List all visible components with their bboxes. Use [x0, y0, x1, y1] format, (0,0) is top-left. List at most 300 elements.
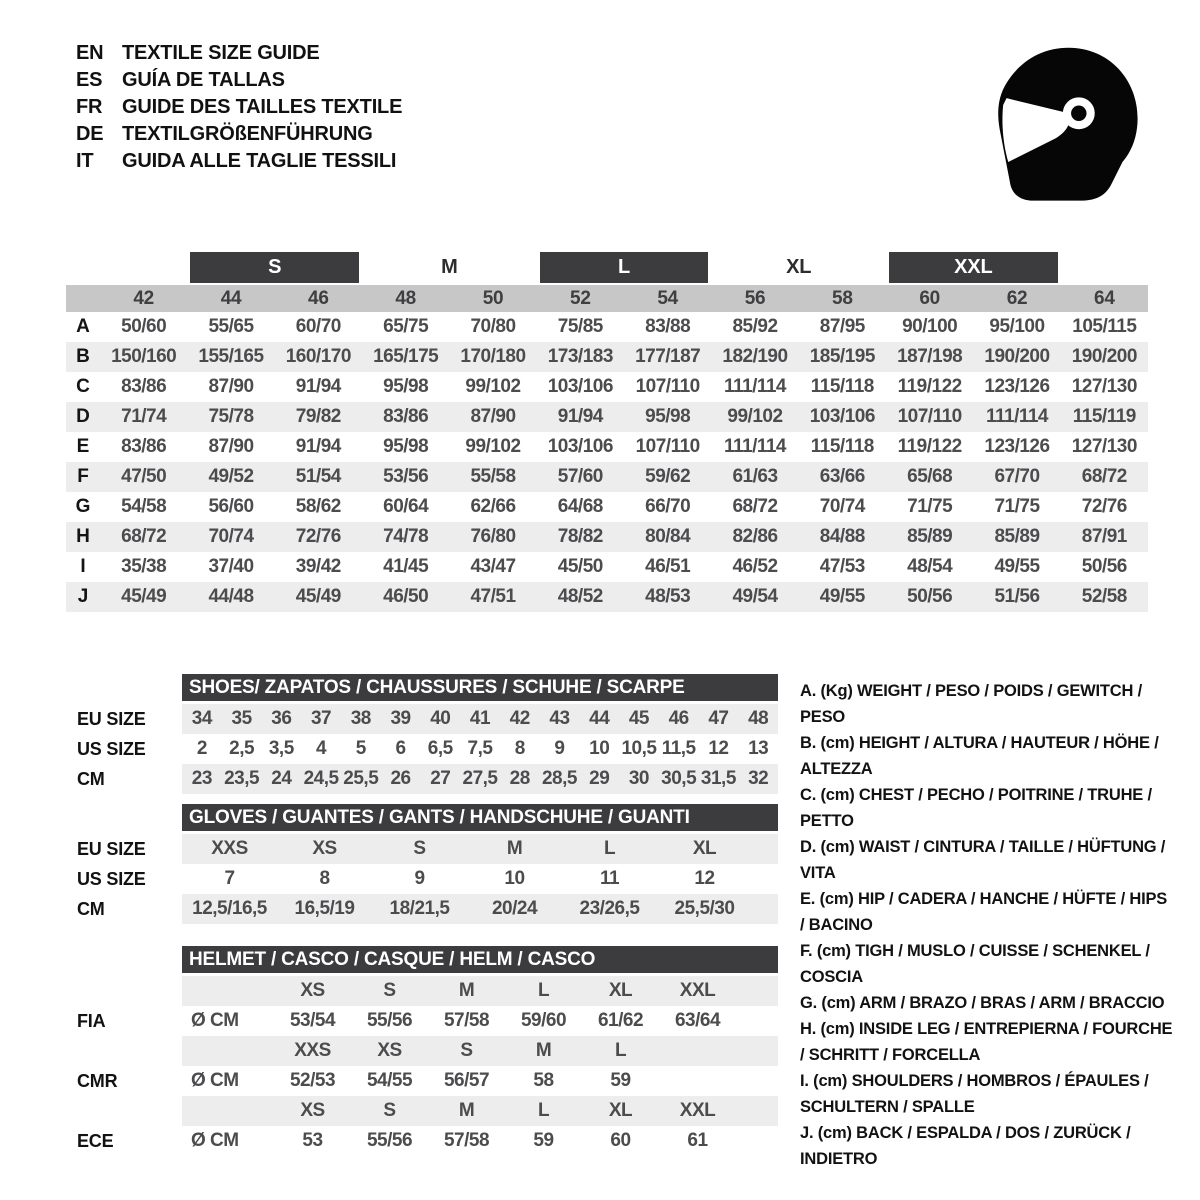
language-row-en: [76, 40, 402, 67]
row-label: F: [77, 466, 89, 487]
size-value: 49/55: [819, 586, 865, 607]
size-value: 91/94: [295, 436, 341, 457]
size-value: 119/122: [897, 376, 962, 397]
size-value: 7,5: [467, 738, 493, 759]
size-value: 46/50: [383, 586, 429, 607]
size-value: 35: [231, 708, 252, 729]
size-value: 46/51: [645, 556, 691, 577]
size-value: 44/48: [208, 586, 254, 607]
size-value: 5: [355, 738, 366, 759]
helmet-size-label: XS: [300, 1100, 325, 1121]
size-value: 107/110: [897, 406, 962, 427]
shoes-row-values: [182, 764, 778, 794]
size-value: 39: [390, 708, 411, 729]
helmet-size-label: L: [537, 980, 550, 1001]
size-value: 155/165: [198, 346, 264, 367]
size-value: 90/100: [902, 316, 958, 337]
language-code: FR: [76, 96, 103, 118]
size-value: 87/90: [470, 406, 516, 427]
measurement-row-c: [66, 372, 1148, 402]
size-value: 10: [589, 738, 610, 759]
size-value: 61: [687, 1130, 708, 1151]
size-value: XS: [312, 838, 337, 859]
size-value: L: [603, 838, 616, 859]
gloves-row-cm: [60, 894, 778, 924]
size-value: 59: [533, 1130, 554, 1151]
size-value: 42: [509, 708, 530, 729]
language-code: IT: [76, 150, 94, 172]
legend-item-f: F. (cm) TIGH / MUSLO / CUISSE / SCHENKEL / COSCIA: [800, 942, 1150, 986]
size-value: 60/70: [295, 316, 341, 337]
language-row-es: [76, 67, 402, 94]
size-value: 76/80: [470, 526, 516, 547]
measurement-row-f: [66, 462, 1148, 492]
size-value: 71/74: [121, 406, 167, 427]
size-value: 57/58: [443, 1130, 490, 1151]
helmet-size-table: [60, 946, 778, 1156]
language-code: EN: [76, 42, 104, 64]
row-label: US SIZE: [77, 738, 146, 759]
size-value: 23/26,5: [579, 898, 640, 919]
size-value: 170/180: [460, 346, 526, 367]
helmet-size-label: S: [460, 1040, 473, 1061]
size-value: 18/21,5: [389, 898, 450, 919]
size-value: 4: [316, 738, 327, 759]
gloves-table-body: [60, 834, 778, 924]
helmet-size-labels: [182, 1096, 778, 1126]
helmet-size-label: M: [458, 980, 475, 1001]
size-value: 24: [271, 768, 292, 789]
size-value: 83/88: [645, 316, 691, 337]
size-value: 16,5/19: [294, 898, 355, 919]
helmet-size-label: XL: [608, 980, 633, 1001]
measurement-row-i: [66, 552, 1148, 582]
shoes-row-us-size: [60, 734, 778, 764]
size-value: 58: [533, 1070, 554, 1091]
helmet-size-label: XS: [300, 980, 325, 1001]
size-value: 12: [694, 868, 715, 889]
unit-label: Ø CM: [191, 1010, 239, 1031]
size-value: 47: [708, 708, 729, 729]
helmet-size-label: M: [458, 1100, 475, 1121]
unit-label: Ø CM: [191, 1130, 239, 1151]
size-value: 25,5: [343, 768, 379, 789]
measurement-legend: [800, 678, 1174, 1172]
size-value: 6,5: [427, 738, 453, 759]
size-value: M: [506, 838, 523, 859]
size-column-60: 60: [919, 287, 940, 309]
legend-item-e: E. (cm) HIP / CADERA / HANCHE / HÜFTE / HIPS / BACINO: [800, 890, 1168, 934]
helmet-size-label: M: [535, 1040, 552, 1061]
language-title-list: [76, 40, 402, 175]
legend-item-i: I. (cm) SHOULDERS / HOMBROS / ÉPAULES / SCHULTERN / SPALLE: [800, 1072, 1149, 1116]
helmet-size-label: XXL: [679, 980, 716, 1001]
size-value: 48/53: [645, 586, 691, 607]
standard-label: ECE: [77, 1130, 114, 1151]
size-value: 99/102: [465, 436, 521, 457]
helmet-size-label: L: [537, 1100, 550, 1121]
size-value: 119/122: [897, 436, 962, 457]
size-value: 115/118: [810, 376, 874, 397]
size-value: 61/62: [597, 1010, 644, 1031]
size-value: 49/52: [208, 466, 254, 487]
shoes-table-title: SHOES/ ZAPATOS / CHAUSSURES / SCHUHE / SCARPE: [182, 674, 778, 701]
size-value: 111/114: [723, 436, 787, 457]
size-value: 12: [708, 738, 729, 759]
guide-title: TEXTILE SIZE GUIDE: [122, 42, 320, 64]
size-value: 55/58: [470, 466, 516, 487]
size-value: 46/52: [732, 556, 778, 577]
size-value: 3,5: [268, 738, 294, 759]
row-label: EU SIZE: [77, 838, 146, 859]
size-value: 107/110: [635, 436, 700, 457]
size-value: 78/82: [557, 526, 603, 547]
size-group-xl: XL: [786, 256, 812, 278]
gloves-row-values: [182, 864, 778, 894]
shoes-size-table: [60, 674, 778, 794]
size-value: 79/82: [295, 406, 341, 427]
helmet-table-title: HELMET / CASCO / CASQUE / HELM / CASCO: [182, 946, 778, 973]
size-value: 71/75: [994, 496, 1040, 517]
gloves-row-eu-size: [60, 834, 778, 864]
size-group-spacer: [66, 252, 100, 283]
textile-size-table: [66, 252, 1148, 612]
size-value: 2,5: [229, 738, 255, 759]
size-column-56: 56: [744, 287, 766, 309]
helmet-data-row-cmr: [60, 1066, 778, 1096]
size-value: 62/66: [470, 496, 516, 517]
size-group-blank: [1061, 252, 1148, 283]
standard-label: FIA: [77, 1010, 106, 1031]
size-value: S: [413, 838, 426, 859]
size-column-46: 46: [308, 287, 329, 309]
size-value: 115/118: [810, 436, 874, 457]
size-value: 49/55: [994, 556, 1040, 577]
size-value: 85/89: [994, 526, 1040, 547]
size-value: 65/75: [383, 316, 429, 337]
helmet-size-row-fia: [60, 976, 778, 1006]
size-value: 182/190: [722, 346, 788, 367]
size-value: 46: [668, 708, 689, 729]
measurement-row-b: [66, 342, 1148, 372]
shoes-row-eu-size: [60, 704, 778, 734]
size-value: 29: [589, 768, 610, 789]
size-value: 51/56: [994, 586, 1040, 607]
helmet-size-label: XXS: [294, 1040, 331, 1061]
size-value: 57/60: [557, 466, 603, 487]
size-value: 43/47: [470, 556, 516, 577]
size-value: 20/24: [491, 898, 538, 919]
standard-label: CMR: [77, 1070, 118, 1091]
row-label: E: [76, 436, 90, 457]
size-value: 9: [414, 868, 425, 889]
helmet-data-values: [182, 1066, 778, 1096]
size-value: 50/60: [121, 316, 167, 337]
size-value: 72/76: [295, 526, 341, 547]
size-value: 65/68: [907, 466, 953, 487]
size-value: 115/119: [1072, 406, 1136, 427]
row-label: US SIZE: [77, 868, 146, 889]
measurement-row-d: [66, 402, 1148, 432]
gloves-row-values: [182, 834, 778, 864]
size-value: 74/78: [383, 526, 429, 547]
size-value: 37: [310, 708, 332, 729]
size-value: 55/65: [208, 316, 254, 337]
size-value: 25,5/30: [674, 898, 735, 919]
legend-item-c: C. (cm) CHEST / PECHO / POITRINE / TRUHE / PETTO: [800, 786, 1152, 830]
size-value: 52/53: [289, 1070, 336, 1091]
size-value: 48: [748, 708, 769, 729]
size-value: 59/62: [645, 466, 691, 487]
size-value: 55/56: [366, 1010, 413, 1031]
size-value: 13: [748, 738, 769, 759]
size-value: 23,5: [224, 768, 260, 789]
size-value: 36: [271, 708, 292, 729]
size-value: 190/200: [984, 346, 1050, 367]
size-value: 56/57: [443, 1070, 490, 1091]
size-value: 32: [748, 768, 769, 789]
gloves-row-us-size: [60, 864, 778, 894]
row-label-spacer: [60, 1036, 182, 1066]
size-value: 53/56: [383, 466, 429, 487]
size-value: 87/90: [208, 436, 254, 457]
size-value: 103/106: [809, 406, 875, 427]
row-label: D: [76, 406, 90, 427]
row-label: C: [76, 376, 90, 397]
size-value: 56/60: [208, 496, 254, 517]
size-value: 127/130: [1071, 376, 1137, 397]
size-value: 71/75: [907, 496, 953, 517]
size-value: 27,5: [462, 768, 498, 789]
gloves-size-table: [60, 804, 778, 924]
measurement-row-a: [66, 312, 1148, 342]
size-group-l: L: [540, 252, 709, 283]
size-value: 2: [196, 738, 207, 759]
size-value: 23: [191, 768, 212, 789]
shoes-row-values: [182, 704, 778, 734]
size-value: 83/86: [383, 406, 429, 427]
size-value: 50/56: [907, 586, 953, 607]
row-label: EU SIZE: [77, 708, 146, 729]
helmet-size-label: XL: [608, 1100, 633, 1121]
measurement-rows: [66, 312, 1148, 612]
size-value: 41: [469, 708, 491, 729]
size-value: 150/160: [111, 346, 177, 367]
size-column-50: 50: [482, 287, 504, 309]
size-value: 51/54: [295, 466, 341, 487]
size-value: 85/89: [907, 526, 953, 547]
size-value: 91/94: [295, 376, 341, 397]
size-value: 80/84: [645, 526, 691, 547]
size-value: 87/95: [819, 316, 865, 337]
size-value: 54/55: [366, 1070, 413, 1091]
size-value: 30: [628, 768, 649, 789]
size-value: 8: [514, 738, 525, 759]
size-value: 57/58: [443, 1010, 490, 1031]
row-label: B: [76, 346, 90, 367]
size-value: XXS: [211, 838, 248, 859]
size-value: 48/54: [907, 556, 953, 577]
helmet-size-label: S: [383, 1100, 396, 1121]
size-value: 44: [589, 708, 610, 729]
size-column-64: 64: [1094, 287, 1115, 309]
size-group-header-row: [66, 252, 1148, 283]
racing-helmet-icon: [978, 36, 1146, 204]
size-value: 54/58: [121, 496, 167, 517]
size-value: 7: [224, 868, 235, 889]
helmet-size-row-ece: [60, 1096, 778, 1126]
size-value: 37/40: [208, 556, 254, 577]
size-value: 47/50: [121, 466, 167, 487]
size-value: 53/54: [289, 1010, 336, 1031]
gloves-table-title: GLOVES / GUANTES / GANTS / HANDSCHUHE / GUANTI: [182, 804, 778, 831]
size-value: 45/49: [121, 586, 167, 607]
size-value: 28,5: [541, 768, 577, 789]
size-group-s: S: [190, 252, 359, 283]
helmet-size-label: S: [383, 980, 396, 1001]
size-column-62: 62: [1006, 287, 1028, 309]
size-value: 50/56: [1081, 556, 1127, 577]
helmet-size-row-cmr: [60, 1036, 778, 1066]
size-value: 123/126: [984, 436, 1050, 457]
size-value: 59/60: [520, 1010, 567, 1031]
size-value: 103/106: [547, 376, 613, 397]
size-value: 95/98: [383, 436, 429, 457]
size-value: 95/98: [645, 406, 691, 427]
size-value: 70/80: [470, 316, 516, 337]
helmet-data-values: [182, 1126, 778, 1156]
size-value: 26: [390, 768, 411, 789]
size-column-52: 52: [570, 287, 591, 309]
size-value: 165/175: [373, 346, 439, 367]
size-value: 12,5/16,5: [192, 898, 267, 919]
measurement-row-e: [66, 432, 1148, 462]
size-value: 39/42: [295, 556, 341, 577]
size-value: 63/66: [819, 466, 865, 487]
legend-item-d: D. (cm) WAIST / CINTURA / TAILLE / HÜFTUNG / VITA: [800, 838, 1166, 882]
helmet-size-label: XXL: [679, 1100, 716, 1121]
size-value: 34: [191, 708, 212, 729]
size-value: 84/88: [819, 526, 865, 547]
measurement-row-h: [66, 522, 1148, 552]
row-label: J: [77, 586, 89, 607]
size-value: 99/102: [465, 376, 521, 397]
size-column-54: 54: [657, 287, 678, 309]
size-value: 67/70: [994, 466, 1040, 487]
size-value: 70/74: [208, 526, 254, 547]
size-value: 68/72: [121, 526, 167, 547]
shoes-row-values: [182, 734, 778, 764]
size-value: 61/63: [732, 466, 778, 487]
numeric-size-band: [66, 285, 1148, 312]
size-value: 91/94: [557, 406, 603, 427]
shoes-table-body: [60, 704, 778, 794]
size-value: 30,5: [661, 768, 697, 789]
unit-label: Ø CM: [191, 1070, 239, 1091]
size-value: 31,5: [700, 768, 736, 789]
size-value: 68/72: [1081, 466, 1127, 487]
size-value: 187/198: [897, 346, 963, 367]
row-label-spacer: [60, 976, 182, 1006]
size-value: 48/52: [557, 586, 603, 607]
measurement-row-g: [66, 492, 1148, 522]
language-row-de: [76, 121, 402, 148]
language-code: DE: [76, 123, 104, 145]
size-value: 95/98: [383, 376, 429, 397]
size-value: 40: [430, 708, 451, 729]
size-value: 27: [430, 768, 451, 789]
size-value: 177/187: [635, 346, 701, 367]
size-value: 66/70: [645, 496, 691, 517]
size-group-xxl: XXL: [889, 252, 1058, 283]
size-value: 10,5: [621, 738, 657, 759]
size-value: 82/86: [732, 526, 778, 547]
size-value: 60: [610, 1130, 631, 1151]
size-value: 52/58: [1081, 586, 1127, 607]
size-value: 55/56: [366, 1130, 413, 1151]
row-label-spacer: [60, 1096, 182, 1126]
size-value: 11: [599, 868, 620, 889]
size-value: 160/170: [285, 346, 351, 367]
size-value: 127/130: [1071, 436, 1137, 457]
size-value: 173/183: [547, 346, 613, 367]
row-label: I: [80, 556, 86, 577]
size-value: 103/106: [547, 436, 613, 457]
row-label: CM: [77, 768, 105, 789]
size-value: 41/45: [383, 556, 429, 577]
helmet-data-values: [182, 1006, 778, 1036]
row-label: G: [75, 496, 91, 517]
size-value: 83/86: [121, 436, 167, 457]
helmet-size-labels: [182, 976, 778, 1006]
shoes-row-cm: [60, 764, 778, 794]
size-value: 11,5: [661, 738, 696, 759]
size-value: 45/49: [295, 586, 341, 607]
size-value: 8: [319, 868, 330, 889]
size-value: 111/114: [985, 406, 1049, 427]
size-value: 9: [554, 738, 565, 759]
helmet-table-body: [60, 976, 778, 1156]
size-value: 59: [610, 1070, 631, 1091]
helmet-data-row-ece: [60, 1126, 778, 1156]
size-value: 99/102: [727, 406, 783, 427]
legend-item-g: G. (cm) ARM / BRAZO / BRAS / ARM / BRACCIO: [800, 994, 1165, 1012]
size-value: 53: [302, 1130, 323, 1151]
size-value: XL: [692, 838, 717, 859]
language-code: ES: [76, 69, 103, 91]
size-value: 70/74: [819, 496, 865, 517]
size-value: 95/100: [989, 316, 1045, 337]
size-column-44: 44: [220, 287, 242, 309]
row-label: CM: [77, 898, 105, 919]
size-value: 45: [628, 708, 649, 729]
row-label: A: [76, 316, 90, 337]
size-value: 105/115: [1072, 316, 1137, 337]
size-value: 49/54: [732, 586, 778, 607]
size-value: 107/110: [635, 376, 700, 397]
size-value: 47/53: [819, 556, 865, 577]
size-value: 185/195: [809, 346, 875, 367]
helmet-size-labels: [182, 1036, 778, 1066]
language-row-fr: [76, 94, 402, 121]
size-value: 75/85: [557, 316, 603, 337]
legend-item-h: H. (cm) INSIDE LEG / ENTREPIERNA / FOURCHE / SCHRITT / FORCELLA: [800, 1020, 1173, 1064]
helmet-size-label: L: [614, 1040, 627, 1061]
size-value: 72/76: [1081, 496, 1127, 517]
legend-item-a: A. (Kg) WEIGHT / PESO / POIDS / GEWITCH / PESO: [800, 682, 1142, 726]
language-row-it: [76, 148, 402, 175]
size-value: 38: [350, 708, 371, 729]
